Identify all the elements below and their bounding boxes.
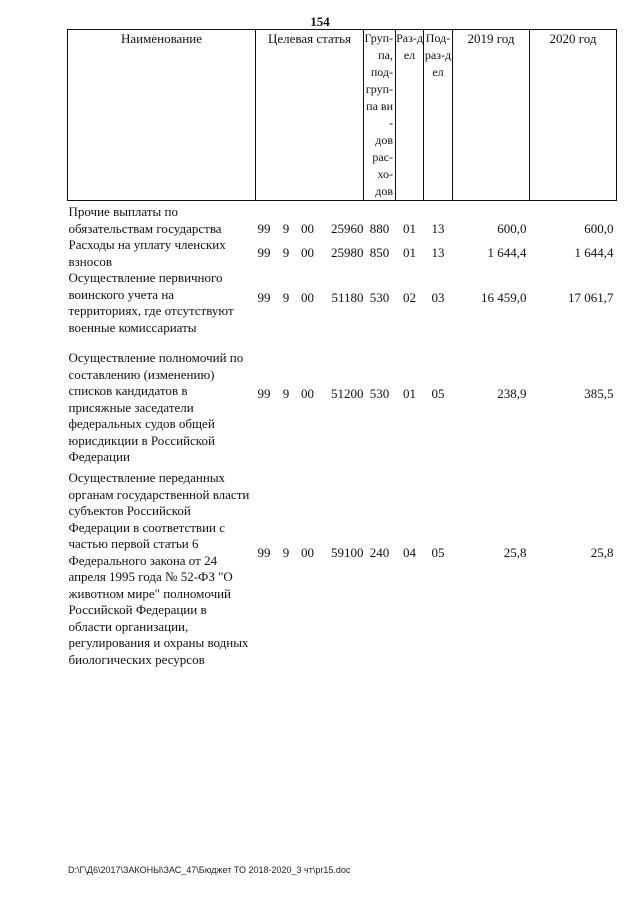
ts-part: 9 <box>282 245 290 261</box>
row-section: 04 <box>403 545 416 560</box>
row-group: 530 <box>369 386 390 401</box>
row-section: 01 <box>403 220 416 236</box>
ts-part: 9 <box>282 290 290 305</box>
table-row <box>68 270 617 350</box>
header-target-article: Целевая статья <box>256 30 364 201</box>
ts-part: 59100 <box>331 545 364 560</box>
ts-part: 00 <box>301 220 315 236</box>
row-name: Осуществление первичного воинского учета на территориях, где отсутствуют военные комиссариаты <box>68 270 234 335</box>
ts-part: 99 <box>257 386 271 401</box>
row-subsection: 03 <box>431 290 445 305</box>
ts-part: 51200 <box>331 386 364 401</box>
row-target-article <box>256 237 364 270</box>
footer-file-path: D:\Г\Д6\2017\ЗАКОНЫ\ЗАС_47\Бюджет ТО 2018-2020_3 чт\pr15.doc <box>68 865 351 875</box>
header-name: Наименование <box>68 30 256 201</box>
ts-part: 99 <box>257 290 271 305</box>
row-target-article <box>256 350 364 470</box>
row-name: Прочие выплаты по обязательствам государства <box>68 204 222 236</box>
row-value-2020: 1 644,4 <box>574 245 614 261</box>
row-section: 01 <box>403 386 416 401</box>
ts-part: 9 <box>282 545 290 560</box>
table-header-row <box>68 30 617 201</box>
row-value-2020: 600,0 <box>584 220 614 236</box>
ts-part: 99 <box>257 545 271 560</box>
row-value-2019: 600,0 <box>497 220 527 236</box>
ts-part: 25960 <box>331 220 364 236</box>
row-name: Осуществление переданных органам государственной власти субъектов Российской Федерации в соответствии с частью первой статьи 6 Федерального закона от 24 апреля 1995 года № 52-ФЗ "О животном мире" полномочий Российской Федерации в области организации, регулирования и охраны водных биологических ресурсов <box>68 470 250 667</box>
header-group <box>364 30 396 201</box>
row-section: 01 <box>403 245 416 261</box>
header-year-2019: 2019 год <box>453 30 530 201</box>
ts-part: 25980 <box>331 245 364 261</box>
row-subsection: 05 <box>431 545 445 560</box>
row-subsection: 13 <box>431 245 445 261</box>
row-subsection: 05 <box>431 386 445 401</box>
ts-part: 00 <box>301 245 315 261</box>
ts-part: 00 <box>301 545 315 560</box>
row-group: 880 <box>369 220 390 236</box>
row-name: Осуществление полномочий по составлению (изменению) списков кандидатов в присяжные заседатели федеральных судов общей юрисдикции в Российской Федерации <box>68 350 244 464</box>
page-number: 154 <box>310 14 330 29</box>
row-value-2019: 16 459,0 <box>481 290 527 305</box>
header-section: Раз-дел <box>396 30 424 201</box>
row-value-2020: 25,8 <box>590 545 614 560</box>
ts-part: 51180 <box>331 290 364 305</box>
row-group: 240 <box>369 545 390 560</box>
row-name: Расходы на уплату членских взносов <box>68 237 226 269</box>
ts-part: 00 <box>301 386 315 401</box>
row-value-2019: 238,9 <box>497 386 527 401</box>
row-value-2020: 17 061,7 <box>568 290 614 305</box>
row-target-article <box>256 470 364 670</box>
row-subsection: 13 <box>431 220 445 236</box>
row-value-2019: 25,8 <box>503 545 527 560</box>
row-target-article <box>256 201 364 238</box>
row-value-2020: 385,5 <box>584 386 614 401</box>
row-group: 850 <box>369 245 390 261</box>
ts-part: 9 <box>282 220 290 236</box>
row-section: 02 <box>403 290 416 305</box>
ts-part: 99 <box>257 245 271 261</box>
header-year-2020: 2020 год <box>530 30 617 201</box>
row-group: 530 <box>369 290 390 305</box>
row-value-2019: 1 644,4 <box>487 245 527 261</box>
header-subsection: Под-раз-дел <box>424 30 453 201</box>
header-group-text: Груп- па, под- груп- па ви- дов рас- хо- дов <box>364 31 393 198</box>
ts-part: 00 <box>301 290 315 305</box>
table-row <box>68 350 617 470</box>
table-row <box>68 470 617 670</box>
ts-part: 9 <box>282 386 290 401</box>
budget-table <box>67 29 617 670</box>
table-row <box>68 237 617 270</box>
ts-part: 99 <box>257 220 271 236</box>
row-target-article <box>256 270 364 350</box>
table-row <box>68 201 617 238</box>
